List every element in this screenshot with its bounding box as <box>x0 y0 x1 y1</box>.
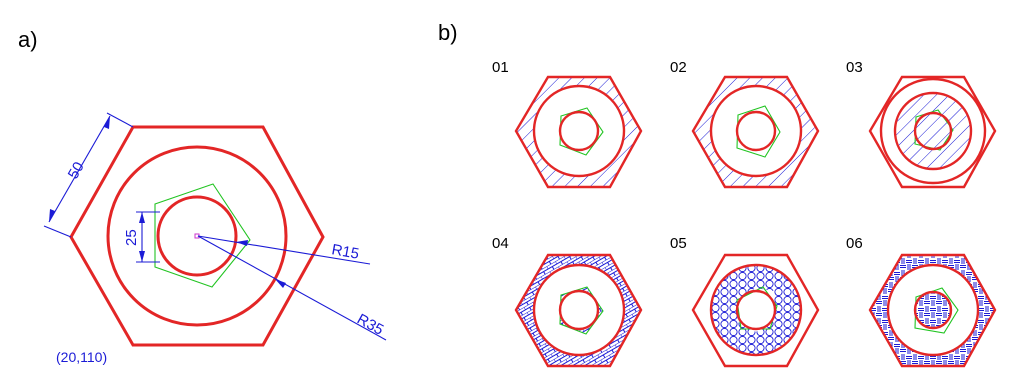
inner-circle <box>737 291 775 329</box>
variant-02 <box>670 59 818 187</box>
outer-circle <box>711 86 801 176</box>
inner-circle <box>158 197 236 275</box>
variant-01 <box>492 59 641 187</box>
panel-b <box>438 20 995 366</box>
variant-03-label: 03 <box>846 59 863 76</box>
panel-a-label: a) <box>18 27 38 52</box>
dim-side-text: 50 <box>64 159 88 182</box>
pentagon-outline <box>560 108 603 155</box>
outer-circle <box>534 265 624 355</box>
variant-06-label: 06 <box>846 235 863 252</box>
panel-b-label: b) <box>438 20 458 45</box>
inner-circle <box>737 112 775 150</box>
variant-04 <box>492 235 641 366</box>
dim-height-text: 25 <box>123 229 140 246</box>
variant-05-label: 05 <box>670 235 687 252</box>
coordinate-label: (20,110) <box>56 349 108 365</box>
inner-circle <box>560 291 598 329</box>
radius-small-text: R15 <box>330 241 361 263</box>
variant-06 <box>846 235 995 366</box>
variant-05 <box>670 235 818 366</box>
variant-01-label: 01 <box>492 59 509 76</box>
variant-02-label: 02 <box>670 59 687 76</box>
radius-large-text: R35 <box>354 310 387 339</box>
dimension-side <box>44 113 133 237</box>
outer-circle <box>534 86 624 176</box>
inner-circle <box>560 112 598 150</box>
variant-03 <box>846 59 995 187</box>
panel-a <box>18 27 386 365</box>
variant-04-label: 04 <box>492 235 509 252</box>
